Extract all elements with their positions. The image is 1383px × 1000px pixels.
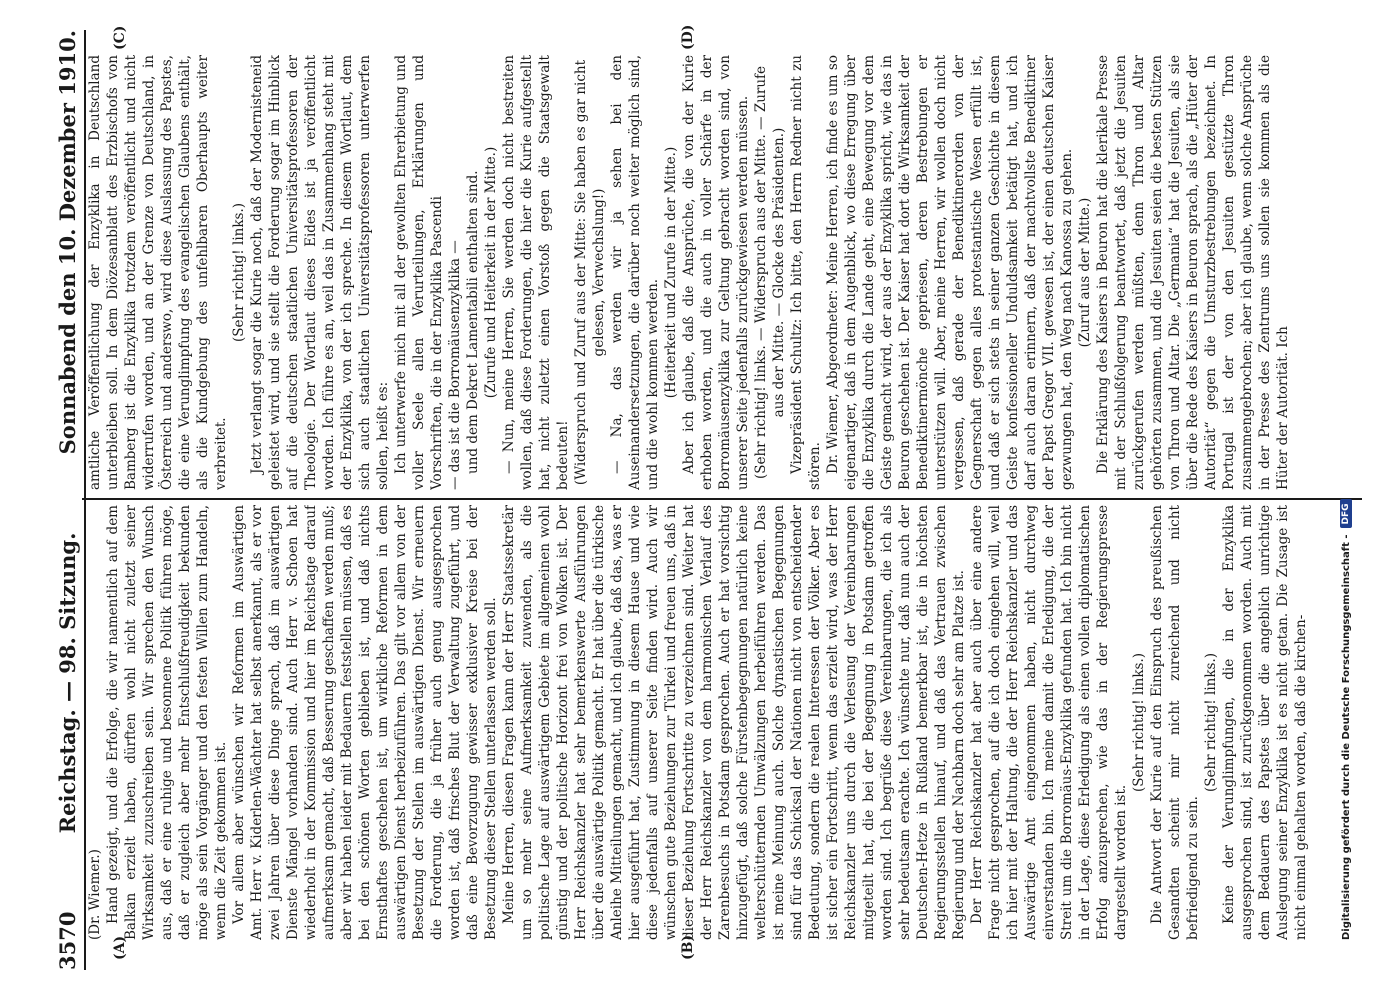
paragraph: Die Antwort der Kurie auf den Einspruch des preußischen Gesandten scheint mir nicht zureichend und nicht befriedigend zu sein. <box>1149 505 1201 940</box>
paragraph: Jetzt verlangt sogar die Kurie noch, daß der Modernisteneid geleistet wird, und sie stellt die Forderung sogar im Hinblick auf die deutschen staatlichen Universitätsprofessoren der Theologie. Der Wortlaut dieses Eides ist ja veröffentlicht worden. Ich führe es an, weil das in Zusammenhang steht mit der Enzyklika, von der ich spreche. In diesem Wortlaut, dem sich auch staatlichen Universitätsprofessoren unterwerfen sollen, heißt es: <box>249 55 391 490</box>
session-title: Reichstag. — 98. Sitzung. <box>55 532 80 834</box>
interjection: (Sehr richtig! links.) <box>1131 652 1147 793</box>
president-remark: Vizepräsident Schultz: Ich bitte, den Herrn Redner nicht zu stören. <box>789 55 823 490</box>
interjection: (Sehr richtig! links. — Widerspruch aus der Mitte. — Zurufe aus der Mitte. — Glocke des Präsidenten.) <box>753 65 787 480</box>
paragraph: Meine Herren, diesen Fragen kann der Herr Staatssekretär um so mehr seine Aufmerksamkeit zuwenden, als die politische Lage auf auswärtigem Gebiete im allgemeinen wohl günstig und der politische Horizont frei von Wolken ist. Der Herr Reichskanzler hat sehr bemerkenswerte Ausführungen über die auswärtige Politik gemacht. Er hat über die türkische Anleihe Mitteilungen gemacht, und ich glaube, daß das, was er hier ausgeführt hat, Zustimmung in diesem Hause und wie diese jedenfalls auf unserer Seite finden wird. Auch wir wünschen gute Beziehungen zur Türkei und freuen uns, daß in dieser Beziehung Fortschritte zu verzeichnen sind. Weiter hat der Herr Reichskanzler von dem harmonischen Verlauf des Zarenbesuchs in Potsdam gesprochen. Auch er hat vorsichtig hinzugefügt, daß solche Fürstenbegegnungen natürlich keine welterschütternden Umwälzungen herbeiführen werden. Das ist meine Meinung auch. Solche dynastischen Begegnungen sind für das Schicksal der Nationen nicht von entscheidender Bedeutung, sondern die realen Interessen der Völker. Aber es ist sicher ein Fortschritt, wenn das erzielt wird, was der Herr Reichskanzler uns durch die Verlesung der Vereinbarungen mitgeteilt hat, die bei der Begegnung in Potsdam getroffen worden sind. Ich begrüße diese Vereinbarungen, die ich als sehr bedeutsam erachte. Ich wünschte nur, daß nun auch der Deutschen-Hetze in Rußland bemerkbar ist, die in höchsten Regierungsstellen hinauf, und daß das Vertrauen zwischen Regierung und der Nachbarn doch sehr am Platze ist. <box>501 505 967 940</box>
paragraph: Hand gezeigt, und die Erfolge, die wir namentlich auf dem Balkan erzielt haben, dürften wohl nicht zuletzt seiner Wirksamkeit zuzuschreiben sein. Wir sprechen den Wunsch aus, daß er eine ruhige und besonnene Politik führen möge, daß er zugleich aber mehr Entschlußfreudigkeit bekunden möge als sein Vorgänger und den festen Willen zum Handeln, wenn die Zeit gekommen ist. <box>105 505 229 940</box>
quotation: und dem Dekret Lamentabili enthalten sind. <box>465 170 481 474</box>
dash-remark: — das ist die Borromäusenzyklika — <box>447 240 463 490</box>
credit-text: Digitalisierung gefördert durch die Deutsche Forschungsgemeinschaft - <box>1340 534 1352 940</box>
interjection: (Zurufe und Heiterkeit in der Mitte.) <box>483 146 499 399</box>
interjection: (Zuruf aus der Mitte.) <box>1077 197 1093 348</box>
dfg-logo: DFG <box>1340 499 1352 528</box>
interjection: (Heiterkeit und Zurufe in der Mitte.) <box>663 146 679 399</box>
margin-mark-d: (D) <box>680 24 696 50</box>
margin-mark-c: (C) <box>112 25 128 50</box>
paragraph: Aber ich glaube, daß die Ansprüche, die von der Kurie erhoben worden, und die auch in voller Schärfe in der Borromäusenzyklika zur Geltung gebracht worden sind, von unserer Seite jedenfalls zurückgewiesen werden müssen. <box>681 55 751 490</box>
margin-mark-a: (A) <box>112 935 128 960</box>
session-date: Sonnabend den 10. Dezember 1910. <box>55 30 80 455</box>
page-header <box>40 30 86 970</box>
paragraph: Die Erklärung des Kaisers in Beuron hat die klerikale Presse mit der Schlußfolgerung beantwortet, daß jetzt die Jesuiten zurückgerufen werden müßten, denn Thron und Altar gehörten zusammen, und die Jesuiten seien die besten Stützen von Thron und Altar. Die „Germania“ hat die Jesuiten, als sie über die Rede des Kaisers in Beuron sprach, als die „Hüter der Autorität“ gegen die Umsturzbestrebungen bezeichnet. In Portugal ist der von den Jesuiten gestützte Thron zusammengebrochen; aber ich glaube, wenn solche Ansprüche in der Presse des Zentrums uns sollen sie kommen als die Hüter der Autorität. Ich <box>1095 55 1291 490</box>
column-divider <box>82 498 1362 500</box>
paragraph: amtliche Veröffentlichung der Enzyklika in Deutschland unterbleiben soll. In dem Diözesanblatt des Erzbischofs von Bamberg ist die Enzyklika trotzdem veröffentlicht und nicht widerrufen worden, und an der Grenze von Deutschland, in Österreich und anderswo, wird diese Auslassung des Papstes, die eine Verunglimpfung des evangelischen Glaubens enthält, als die Kundgebung des unfehlbaren Oberhaupts weiter verbreitet. <box>87 55 229 490</box>
interjection: (Widerspruch und Zuruf aus der Mitte: Sie haben es gar nicht gelesen, Verwechslung!) <box>573 59 607 486</box>
paragraph: Der Herr Reichskanzler hat aber auch über eine andere Frage nicht gesprochen, auf die ich doch eingehen will, weil ich hier mit der Haltung, die der Herr Reichskanzler und das Auswärtige Amt eingenommen haben, nicht durchweg einverstanden bin. Ich meine damit die Erledigung, die der Streit um die Borromäus-Enzyklika gefunden hat. Ich bin nicht in der Lage, diese Erledigung als einen vollen diplomatischen Erfolg anzusprechen, wie das in der Regierungspresse dargestellt worden ist. <box>969 505 1129 940</box>
speaker-label: (Dr. Wiemer.) <box>87 849 103 940</box>
paragraph: Dr. Wiemer, Abgeordneter: Meine Herren, ich finde es um so eigenartiger, daß in dem Augenblick, wo diese Erregung über die Enzyklika durch die Lande geht, eine Bewegung vor dem Geiste gemacht wird, der aus der Enzyklika spricht, wie das in Beuron geschehen ist. Der Kaiser hat dort die Wirksamkeit der Benediktinermönche gepriesen, deren Bestrebungen er unterstützen will. Aber, meine Herren, wir wollen doch nicht vergessen, daß gerade der Benediktinerorden von der Gegnerschaft gegen alles protestantische Wesen erfüllt ist, und daß er sich stets in seiner ganzen Geschichte in diesem Geiste konfessioneller Unduldsamkeit betätigt hat, und ich darf auch daran erinnern, daß der machtvollste Benediktiner der Papst Gregor VII. gewesen ist, der einen deutschen Kaiser gezwungen hat, den Weg nach Kanossa zu gehen. <box>825 55 1075 490</box>
paragraph: — Nun, meine Herren, Sie werden doch nicht bestreiten wollen, daß diese Forderungen, die hier die Kurie aufgestellt hat, nicht zuletzt einen Vorstoß gegen die Staatsgewalt bedeuten! <box>501 55 571 490</box>
paragraph: Keine der Verunglimpfungen, die in der Enzyklika ausgesprochen sind, ist zurückgenommen worden. Auch mit dem Bedauern des Papstes über die angeblich unrichtige Auslegung seiner Enzyklika ist es nicht getan. Die Zusage ist nicht einmal gehalten worden, daß die kirchen- <box>1221 505 1309 940</box>
margin-mark-b: (B) <box>680 934 696 960</box>
paragraph: Vor allem aber wünschen wir Reformen im Auswärtigen Amt. Herr v. Kiderlen-Wächter hat selbst anerkannt, als er vor zwei Jahren über diese Dinge sprach, daß im auswärtigen Dienste Mängel vorhanden sind. Auch Herr v. Schoen hat wiederholt in der Kommission und hier im Reichstage darauf aufmerksam gemacht, daß Besserung geschaffen werden muß; aber wir haben leider mit Bedauern feststellen müssen, daß es bei den schönen Worten geblieben ist, und daß nichts Ernsthaftes geschehen ist, um wirkliche Reformen in dem auswärtigen Dienst herbeizuführen. Das gilt vor allem von der Besetzung der Stellen im auswärtigen Dienst. Wir erneuern die Forderung, die ja früher auch genug ausgesprochen worden ist, daß frisches Blut der Verwaltung zugeführt, und daß eine Bevorzugung gewisser exklusiver Kreise bei der Besetzung dieser Stellen unterlassen werden soll. <box>231 505 499 940</box>
left-column <box>86 505 1346 940</box>
interjection: (Sehr richtig! links.) <box>231 202 247 343</box>
page-number: 3570 <box>55 911 80 970</box>
quotation: Ich unterwerfe mich mit all der gewollten Ehrerbietung und voller Seele allen Verurteilungen, Erklärungen und Vorschriften, die in der Enzyklika Pascendi <box>393 55 445 490</box>
digitization-credit <box>1340 60 1352 940</box>
interjection: (Sehr richtig! links.) <box>1203 652 1219 793</box>
paragraph: — Na, das werden wir ja sehen bei den Auseinandersetzungen, die darüber noch weiter möglich sind, und die wohl kommen werden. <box>609 55 661 490</box>
right-column <box>86 55 1346 490</box>
